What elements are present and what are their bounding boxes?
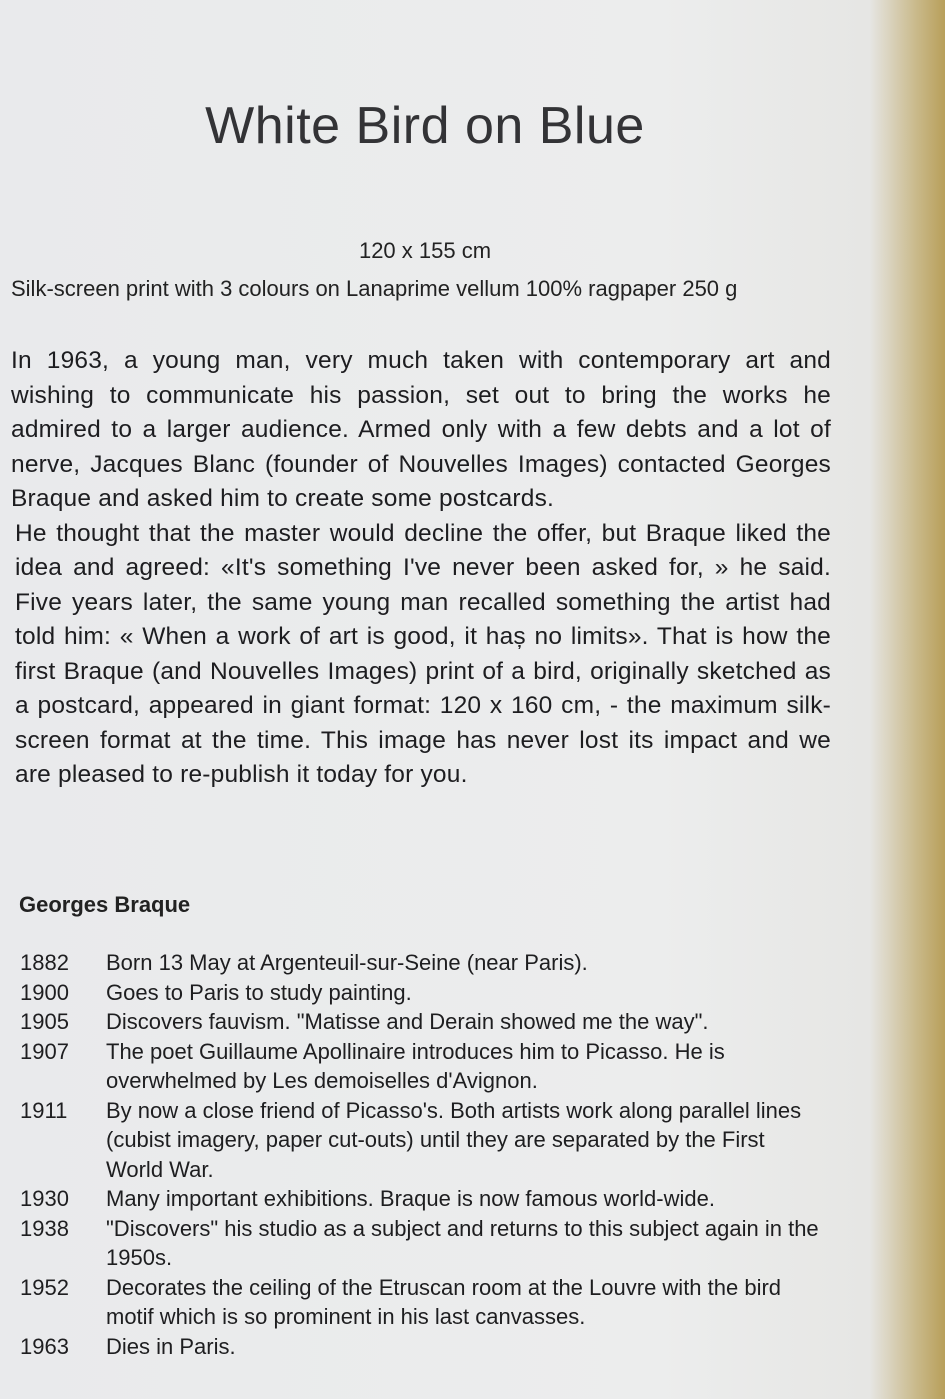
- timeline-text: The poet Guillaume Apollinaire introduces him to Picasso. He is overwhelmed by Les demoiselles d'Avignon.: [106, 1038, 725, 1093]
- timeline-text: Goes to Paris to study painting.: [106, 979, 412, 1005]
- timeline-year: 1905: [20, 1009, 69, 1034]
- description-body: [11, 344, 831, 793]
- timeline-year: 1938: [20, 1215, 69, 1241]
- timeline-text: Dies in Paris.: [106, 1333, 236, 1359]
- timeline-year: 1952: [20, 1274, 69, 1300]
- timeline-entry: [20, 948, 820, 978]
- timeline-year: 1911: [20, 1097, 68, 1123]
- timeline-year: 1963: [20, 1333, 69, 1359]
- timeline-entry: [20, 1214, 820, 1273]
- timeline-entry: [20, 1273, 820, 1332]
- page-title: White Bird on Blue: [205, 97, 645, 155]
- artwork-dimensions: 120 x 155 cm: [358, 238, 492, 263]
- timeline-entry: [20, 1184, 820, 1214]
- timeline-text: Decorates the ceiling of the Etruscan room at the Louvre with the bird motif which is so prominent in his last canvasses.: [106, 1274, 782, 1329]
- timeline-text: Many important exhibitions. Braque is now famous world-wide.: [106, 1186, 715, 1211]
- timeline-year: 1907: [20, 1038, 69, 1064]
- timeline-entry: [20, 978, 820, 1008]
- timeline-year: 1900: [20, 979, 69, 1005]
- timeline-text: Discovers fauvism. "Matisse and Derain showed me the way".: [106, 1009, 709, 1034]
- timeline-text: "Discovers" his studio as a subject and returns to this subject again in the 1950s.: [106, 1215, 819, 1270]
- artwork-medium: Silk-screen print with 3 colours on Lanaprime vellum 100% ragpaper 250 g: [11, 276, 738, 301]
- timeline-year: 1930: [20, 1186, 69, 1211]
- timeline-entry: [20, 1096, 820, 1185]
- timeline-entry: [20, 1037, 820, 1096]
- description-paragraph-1: In 1963, a young man, very much taken with contemporary art and wishing to communicate his passion, set out to bring the works he admired to a larger audience. Armed only with a few debts and a lot of nerve, Jacques Blanc (founder of Nouvelles Images) contacted Georges Braque and asked him to create some postcards.: [11, 347, 831, 512]
- biography-timeline: [20, 948, 820, 1361]
- timeline-entry: [20, 1007, 820, 1037]
- artist-heading: Georges Braque: [19, 892, 191, 917]
- timeline-entry: [20, 1332, 820, 1362]
- timeline-year: 1882: [20, 950, 69, 975]
- description-paragraph-2: He thought that the master would decline the offer, but Braque liked the idea and agreed: «It's something I've never been asked for, » he said. Five years later, the same young man recalled something the artist had told him: « When a work of art is good, it haș no limits». That is how the first Braque (and Nouvelles Images) print of a bird, originally sketched as a postcard, appeared in giant format: 120 x 160 cm, - the maximum silk-screen format at the time. This image has never lost its impact and we are pleased to re-publish it today for you.: [15, 519, 831, 788]
- timeline-text: Born 13 May at Argenteuil-sur-Seine (near Paris).: [106, 950, 588, 975]
- timeline-text: By now a close friend of Picasso's. Both artists work along parallel lines (cubist imagery, paper cut-outs) until they are separated by the First World War.: [106, 1097, 802, 1182]
